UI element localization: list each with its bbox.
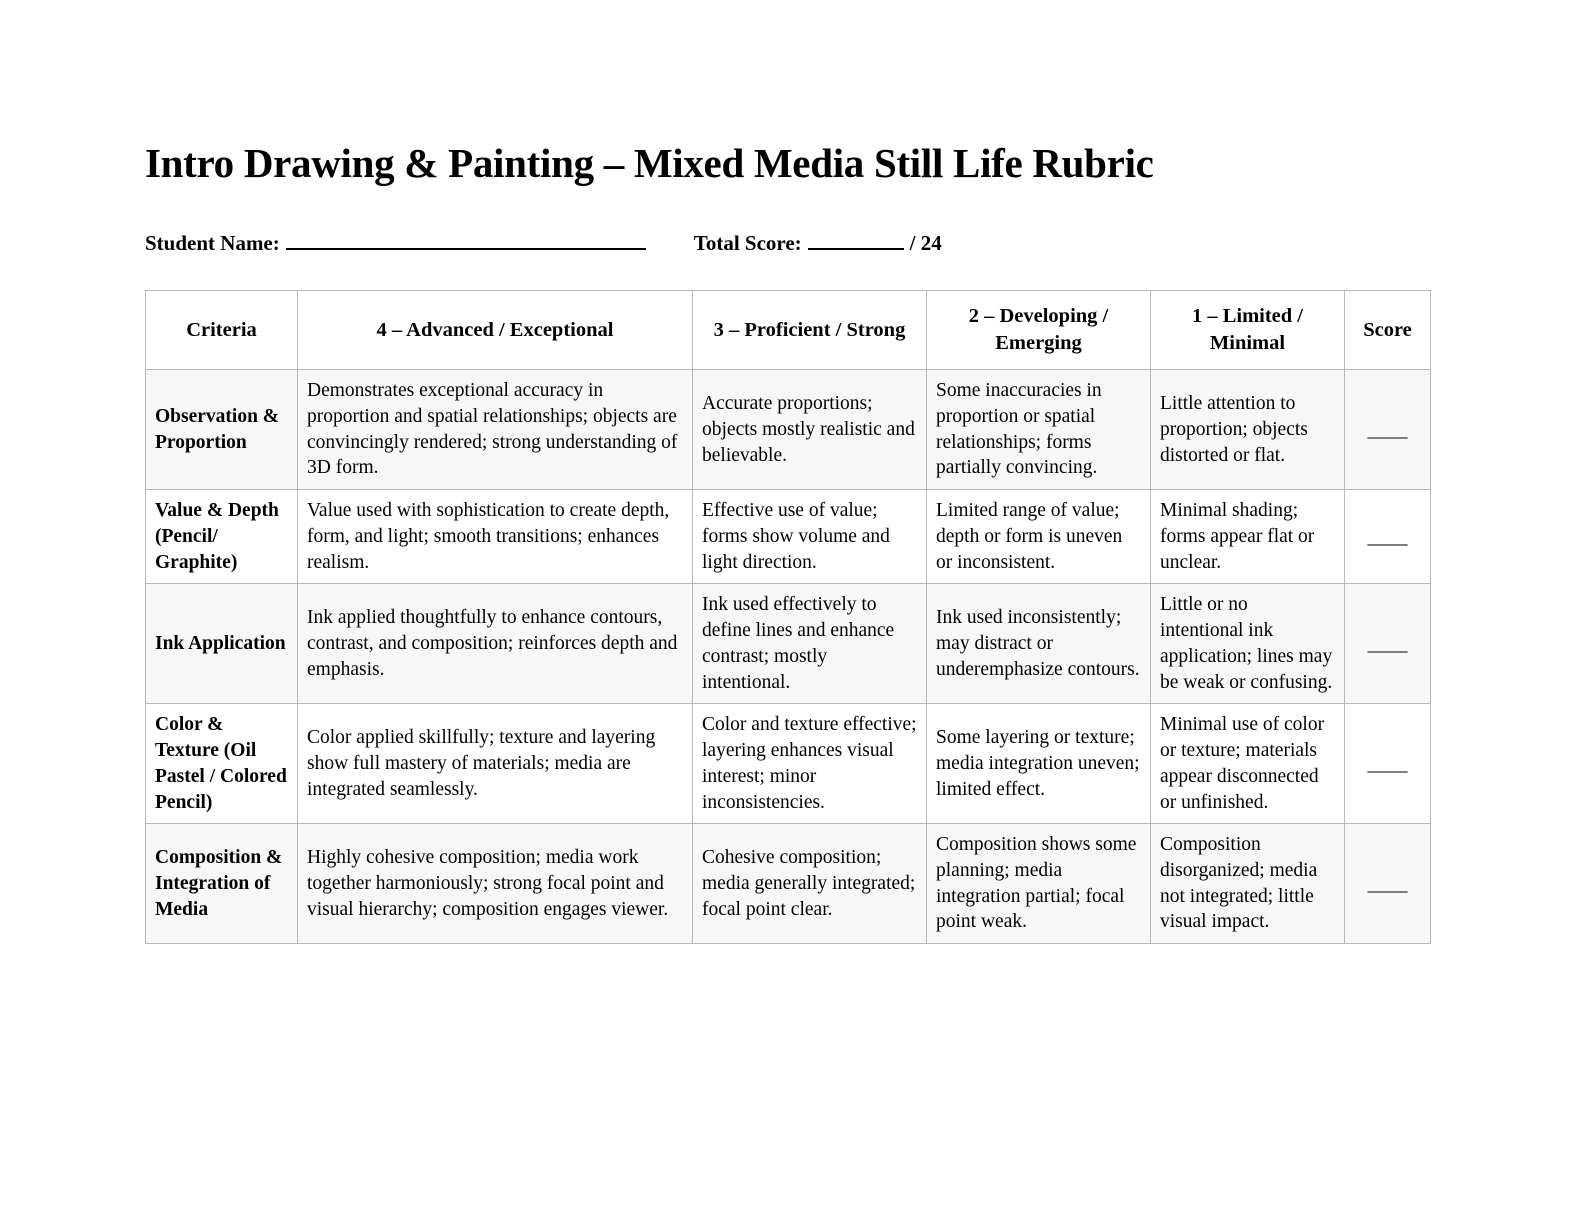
level-4-description: Color applied skillfully; texture and layering show full mastery of materials; media are integrated seamlessly. xyxy=(298,704,693,824)
rubric-table xyxy=(145,290,1431,944)
level-4-description: Value used with sophistication to create depth, form, and light; smooth transitions; enhances realism. xyxy=(298,490,693,584)
total-score-suffix: / 24 xyxy=(909,231,942,256)
level-1-description: Little attention to proportion; objects distorted or flat. xyxy=(1151,370,1345,490)
level-3-description: Cohesive composition; media generally integrated; focal point clear. xyxy=(693,824,927,944)
level-4-description: Demonstrates exceptional accuracy in proportion and spatial relationships; objects are convincingly rendered; strong understanding of 3D form. xyxy=(298,370,693,490)
table-row xyxy=(146,824,1431,944)
column-header-score: Score xyxy=(1345,291,1431,370)
level-2-description: Ink used inconsistently; may distract or underemphasize contours. xyxy=(927,584,1151,704)
level-1-description: Minimal shading; forms appear flat or unclear. xyxy=(1151,490,1345,584)
table-header-row xyxy=(146,291,1431,370)
score-input-cell[interactable]: ____ xyxy=(1345,370,1431,490)
level-4-description: Highly cohesive composition; media work together harmoniously; strong focal point and visual hierarchy; composition engages viewer. xyxy=(298,824,693,944)
criteria-label: Value & Depth (Pencil/ Graphite) xyxy=(146,490,298,584)
level-2-description: Composition shows some planning; media integration partial; focal point weak. xyxy=(927,824,1151,944)
table-row xyxy=(146,490,1431,584)
level-2-description: Some layering or texture; media integration uneven; limited effect. xyxy=(927,704,1151,824)
criteria-label: Color & Texture (Oil Pastel / Colored Pencil) xyxy=(146,704,298,824)
score-input-cell[interactable]: ____ xyxy=(1345,584,1431,704)
level-3-description: Accurate proportions; objects mostly realistic and believable. xyxy=(693,370,927,490)
level-2-description: Limited range of value; depth or form is uneven or inconsistent. xyxy=(927,490,1151,584)
level-1-description: Composition disorganized; media not integrated; little visual impact. xyxy=(1151,824,1345,944)
criteria-label: Ink Application xyxy=(146,584,298,704)
column-header-level-3: 3 – Proficient / Strong xyxy=(693,291,927,370)
level-1-description: Minimal use of color or texture; materials appear disconnected or unfinished. xyxy=(1151,704,1345,824)
score-input-cell[interactable]: ____ xyxy=(1345,490,1431,584)
score-input-cell[interactable]: ____ xyxy=(1345,824,1431,944)
table-row xyxy=(146,370,1431,490)
level-4-description: Ink applied thoughtfully to enhance contours, contrast, and composition; reinforces depth and emphasis. xyxy=(298,584,693,704)
student-name-field xyxy=(145,231,646,256)
level-1-description: Little or no intentional ink application; lines may be weak or confusing. xyxy=(1151,584,1345,704)
column-header-level-2: 2 – Developing / Emerging xyxy=(927,291,1151,370)
page-title: Intro Drawing & Painting – Mixed Media Still Life Rubric xyxy=(145,140,1154,186)
student-name-blank[interactable] xyxy=(286,248,646,250)
criteria-label: Observation & Proportion xyxy=(146,370,298,490)
level-3-description: Ink used effectively to define lines and enhance contrast; mostly intentional. xyxy=(693,584,927,704)
column-header-criteria: Criteria xyxy=(146,291,298,370)
form-meta-row xyxy=(145,231,1439,256)
column-header-level-1: 1 – Limited / Minimal xyxy=(1151,291,1345,370)
total-score-label: Total Score: xyxy=(693,231,802,256)
total-score-blank[interactable] xyxy=(808,248,904,250)
level-2-description: Some inaccuracies in proportion or spatial relationships; forms partially convincing. xyxy=(927,370,1151,490)
criteria-label: Composition & Integration of Media xyxy=(146,824,298,944)
student-name-label: Student Name: xyxy=(145,231,280,256)
table-row xyxy=(146,584,1431,704)
table-row xyxy=(146,704,1431,824)
level-3-description: Effective use of value; forms show volume and light direction. xyxy=(693,490,927,584)
total-score-field xyxy=(694,231,942,256)
score-input-cell[interactable]: ____ xyxy=(1345,704,1431,824)
column-header-level-4: 4 – Advanced / Exceptional xyxy=(298,291,693,370)
level-3-description: Color and texture effective; layering enhances visual interest; minor inconsistencies. xyxy=(693,704,927,824)
